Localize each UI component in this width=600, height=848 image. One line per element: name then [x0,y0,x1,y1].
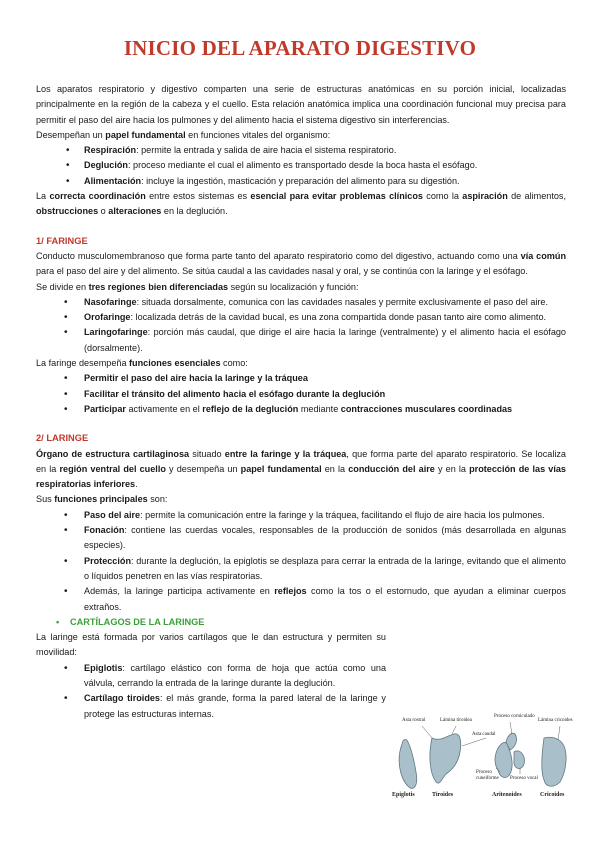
text: La faringe desempeña [36,358,130,369]
text: en la [321,463,349,474]
text: en la deglución. [161,206,228,217]
text: La [36,191,50,202]
name-cricoides: Cricoides [540,792,565,798]
name-tiroides: Tiroides [432,792,454,798]
list-text: : localizada detrás de la cavidad bucal, es una zona compartida donde pasan tanto aire como alimento. [130,312,547,323]
list-text: Además, la laringe participa activamente en [84,586,275,597]
label-proceso-corniculado: Proceso corniculado [494,714,535,719]
intro-paragraph: Los aparatos respiratorio y digestivo comparten una serie de estructuras anatómicas en su porción inicial, localizadas principalmente en la región de la cabeza y el cuello. Esta relación anatómica implica una coordinación funcional muy precisa para permitir el paso del aire hacia los pulmones y del alimento hacia el sistema digestivo sin interferencias. [36,84,566,125]
bold-text: papel fundamental [240,463,322,474]
list-term: Nasofaringe [84,296,137,307]
section-heading-laringe: 2/ LARINGE [36,433,89,444]
list-item [36,143,566,158]
bold-text: región ventral del cuello [59,463,166,474]
laringe-functions-list [36,508,566,615]
text: Conducto musculomembranoso que forma parte tanto del aparato respiratorio como del digestivo, actuando como una [36,250,521,261]
label-lamina-tiroidea: Lámina tiroidea [440,718,472,723]
list-term: Deglución [84,160,128,171]
list-term: Cartílago tiroides [84,693,160,704]
list-text: : durante la deglución, la epiglotis se desplaza para cerrar la entrada de la laringe, evitando que el alimento o líquidos penetren en las vías respiratorias. [84,555,566,581]
list-item [36,158,566,173]
bold-text: reflejo de la deglución [202,403,299,414]
cartilages-intro: La laringe está formada por varios cartílagos que le dan estructura y permiten su movilidad: [36,632,386,658]
list-term: Alimentación [84,175,142,186]
text: como la [422,191,463,202]
leader-line [558,726,560,740]
leader-line [422,726,432,738]
list-item [36,508,566,523]
list-text: como la tos o el estornudo, que ayudan a eliminar cuerpos extraños. [84,586,566,612]
list-text: : contiene las cuerdas vocales, responsables de la producción de sonidos (más desarrollada en algunas especies). [84,525,566,551]
cartilages-illustration [388,712,578,804]
list-item [36,371,566,386]
label-lamina-cricoides: Lámina cricoides [538,718,573,723]
tiroides-shape [430,734,461,783]
list-text: mediante [298,403,341,414]
list-item [36,174,566,189]
text: , que forma parte del aparato respiratorio. Se localiza en la [36,448,566,474]
bold-text: reflejos [274,586,307,597]
leader-line [510,722,512,734]
subheading-cartilagos: • CARTÍLAGOS DE LA LARINGE [36,615,566,630]
leader-line [462,738,486,746]
leader-line [452,726,456,734]
list-item [36,295,566,310]
label-proceso-vocal: Proceso vocal [510,776,538,781]
text: en funciones vitales del organismo: [185,129,331,140]
list-item [36,387,566,402]
list-text: : porción más caudal, que dirige el aire hacia la laringe (ventralmente) y el alimento hacia el esófago (dorsalmente). [84,327,566,353]
laringe-paragraph [36,447,566,493]
cartilages-list [36,661,386,722]
list-item [36,523,566,554]
bold-text: papel fundamental [105,129,186,140]
section-heading-faringe: 1/ FARINGE [36,235,88,246]
bold-text: alteraciones [108,206,162,217]
list-term: Fonación [84,525,125,536]
list-text: : permite la entrada y salida de aire hacia el sistema respiratorio. [136,145,397,156]
faringe-regions-intro [36,280,566,295]
cartilages-block [36,630,386,722]
list-text: : proceso mediante el cual el alimento es transportado desde la boca hasta el esófago. [127,160,478,171]
list-term: Orofaringe [84,312,131,323]
bold-text: obstrucciones [36,206,99,217]
bold-text: tres regiones bien diferenciadas [88,281,229,292]
faringe-regions-list [36,295,566,356]
list-term: Protección [84,555,131,566]
text: y desempeña un [165,463,241,474]
coordination-paragraph [36,189,566,220]
text: situado [189,448,225,459]
list-item [36,310,566,325]
cartilages-figure [388,712,578,804]
list-term: Respiración [84,145,137,156]
list-item [36,554,566,585]
faringe-functions-list [36,371,566,417]
list-term: Participar [84,403,126,414]
cricoides-shape [542,737,566,786]
list-item [36,691,386,722]
text: o [98,206,109,217]
list-text: : cartílago elástico con forma de hoja que actúa como una válvula, cerrando la entrada de la laringe durante la deglución. [84,662,386,688]
text: entre estos sistemas es [145,191,251,202]
aritenoides-process-shape [514,751,524,769]
text: Sus [36,494,55,505]
label-asta-rostral: Asta rostral [402,718,426,723]
list-term: Laringofaringe [84,327,148,338]
document-body [36,82,566,722]
list-text: : el más grande, forma la pared lateral de la laringe y protege las estructuras internas. [84,693,386,719]
bold-text: contracciones musculares coordinadas [340,403,513,414]
bold-text: aspiración [462,191,508,202]
list-text: : situada dorsalmente, comunica con las cavidades nasales y permite exclusivamente el paso del aire. [136,296,549,307]
page-title: INICIO DEL APARATO DIGESTIVO [123,36,477,60]
list-item [36,402,566,417]
intro-paragraph-2 [36,128,566,143]
text: son: [147,494,168,505]
list-term: Paso del aire [84,509,141,520]
list-term: Epiglotis [84,662,123,673]
list-item [36,325,566,356]
bold-text: vía común [520,250,566,261]
epiglotis-shape [399,740,417,789]
label-proceso-cuneiforme: Proceso cuneiforme [476,770,499,781]
text: para el paso del aire y del alimento. Se sitúa caudal a las cavidades nasal y oral, y se continúa con la laringe y el esófago. [36,266,528,277]
bold-text: Órgano de estructura cartilaginosa [36,448,190,459]
list-term: Facilitar el tránsito del alimento hacia el esófago durante la deglución [84,388,386,399]
bold-text: protección de las vías respiratorias inferiores [36,463,566,490]
text: y en la [434,463,470,474]
laringe-functions-intro [36,492,566,507]
text: según su localización y función: [228,281,359,292]
vital-functions-list [36,143,566,189]
bold-text: esencial para evitar problemas clínicos [250,191,423,202]
faringe-functions-intro [36,356,566,371]
list-text: : permite la comunicación entre la faringe y la tráquea, facilitando el flujo de aire hacia los pulmones. [140,509,545,520]
name-epiglotis: Epiglotis [392,792,415,798]
text: Desempeñan un [36,129,106,140]
faringe-paragraph [36,249,566,280]
list-text: : incluye la ingestión, masticación y preparación del alimento para su digestión. [141,175,460,186]
list-item [36,661,386,692]
list-item [36,584,566,615]
text: . [135,479,138,490]
label-asta-caudal: Asta caudal [472,732,496,737]
text: como: [220,358,248,369]
bold-text: entre la faringe y la tráquea [224,448,347,459]
bold-text: conducción del aire [348,463,435,474]
bold-text: funciones esenciales [129,358,221,369]
bold-text: funciones principales [54,494,148,505]
list-term: Permitir el paso del aire hacia la laringe y la tráquea [84,373,308,384]
text: Se divide en [36,281,89,292]
text: de alimentos, [507,191,566,202]
list-text: activamente en el [125,403,203,414]
name-aritenoides: Aritenoides [492,792,522,798]
bold-text: correcta coordinación [49,191,146,202]
